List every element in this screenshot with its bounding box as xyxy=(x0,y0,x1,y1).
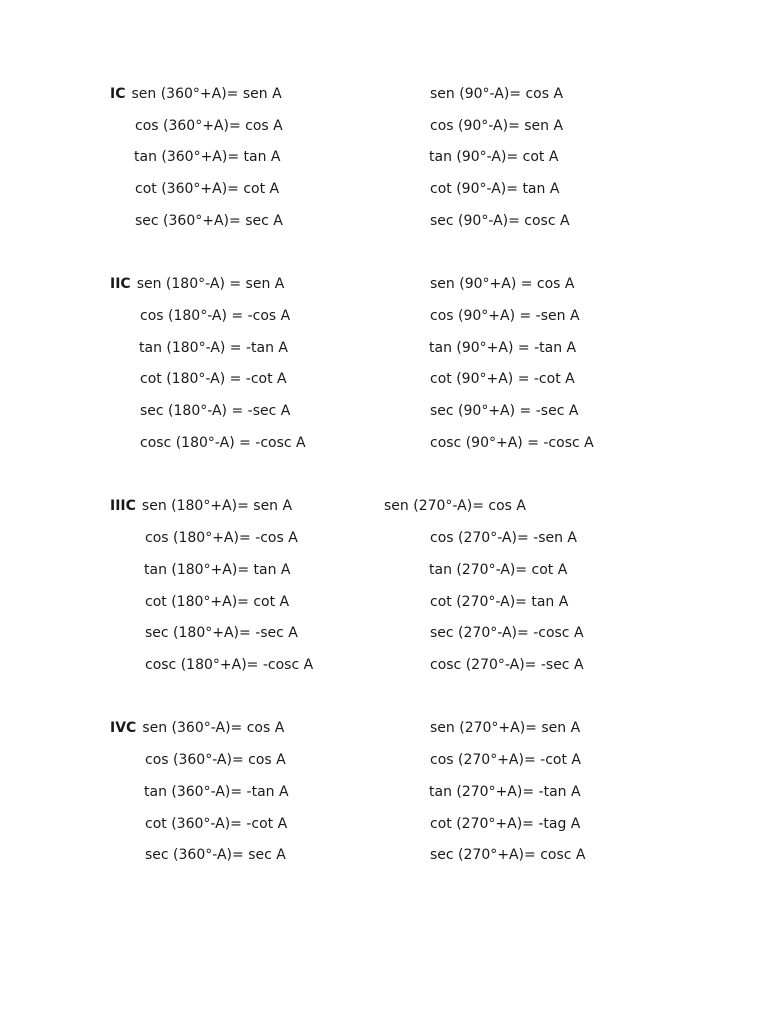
identity-text: sec (90°+A) = -sec A xyxy=(430,403,579,419)
section-ic-label: IC xyxy=(110,86,126,102)
identity-text: cos (180°+A)= -cos A xyxy=(145,530,298,546)
identity-text: cosc (270°-A)= -sec A xyxy=(430,657,584,673)
identity-text: cot (180°+A)= cot A xyxy=(145,594,290,610)
identity-text: sen (90°-A)= cos A xyxy=(430,86,564,102)
identity-text: tan (360°+A)= tan A xyxy=(134,149,281,165)
identity-text: cot (270°+A)= -tag A xyxy=(430,816,581,832)
identity-text: cot (270°-A)= tan A xyxy=(430,594,569,610)
section-iic-label: IIC xyxy=(110,276,131,292)
identity-text: cos (180°-A) = -cos A xyxy=(140,308,291,324)
identity-text: tan (270°+A)= -tan A xyxy=(429,784,581,800)
identity-text: cosc (180°-A) = -cosc A xyxy=(140,435,306,451)
section-ivc-row-1-left xyxy=(110,719,284,737)
identity-text: cos (90°-A)= sen A xyxy=(430,118,564,134)
section-iic-row-1-left xyxy=(110,275,284,293)
identity-text: sen (270°+A)= sen A xyxy=(430,720,581,736)
identity-text: cot (360°+A)= cot A xyxy=(135,181,280,197)
section-ic-row-1-left xyxy=(110,85,282,103)
identity-text: sen (180°+A)= sen A xyxy=(141,498,293,514)
identity-text: sen (90°+A) = cos A xyxy=(430,276,575,292)
identity-text: sen (360°+A)= sen A xyxy=(131,86,282,102)
identity-text: tan (180°+A)= tan A xyxy=(144,562,291,578)
identity-text: sen (360°-A)= cos A xyxy=(142,720,285,736)
identity-text: cot (90°-A)= tan A xyxy=(430,181,560,197)
identity-text: cosc (180°+A)= -cosc A xyxy=(145,657,314,673)
identity-text: cos (270°+A)= -cot A xyxy=(430,752,581,768)
identity-text: cos (360°-A)= cos A xyxy=(145,752,286,768)
section-ivc-label: IVC xyxy=(110,720,137,736)
identity-text: sec (270°+A)= cosc A xyxy=(430,847,586,863)
section-iiic-label: IIIC xyxy=(110,498,136,514)
identity-text: tan (270°-A)= cot A xyxy=(429,562,568,578)
identity-text: sec (360°-A)= sec A xyxy=(145,847,286,863)
identity-text: sec (360°+A)= sec A xyxy=(135,213,283,229)
identity-text: sec (180°-A) = -sec A xyxy=(140,403,291,419)
identity-text: tan (90°+A) = -tan A xyxy=(429,340,577,356)
section-iiic-row-1-left xyxy=(110,497,292,515)
identity-text: sec (90°-A)= cosc A xyxy=(430,213,570,229)
identity-text: cos (360°+A)= cos A xyxy=(135,118,283,134)
identity-text: cot (360°-A)= -cot A xyxy=(145,816,288,832)
identity-text: sec (180°+A)= -sec A xyxy=(145,625,298,641)
identity-text: tan (90°-A)= cot A xyxy=(429,149,559,165)
identity-text: cos (90°+A) = -sen A xyxy=(430,308,580,324)
identity-text: tan (360°-A)= -tan A xyxy=(144,784,289,800)
identity-text: cosc (90°+A) = -cosc A xyxy=(430,435,594,451)
identity-text: tan (180°-A) = -tan A xyxy=(139,340,289,356)
identity-text: cos (270°-A)= -sen A xyxy=(430,530,578,546)
identity-text: sec (270°-A)= -cosc A xyxy=(430,625,584,641)
identity-text: cot (180°-A) = -cot A xyxy=(140,371,287,387)
identity-text: cot (90°+A) = -cot A xyxy=(430,371,575,387)
identity-text: sen (180°-A) = sen A xyxy=(136,276,285,292)
identity-text: sen (270°-A)= cos A xyxy=(384,498,526,514)
